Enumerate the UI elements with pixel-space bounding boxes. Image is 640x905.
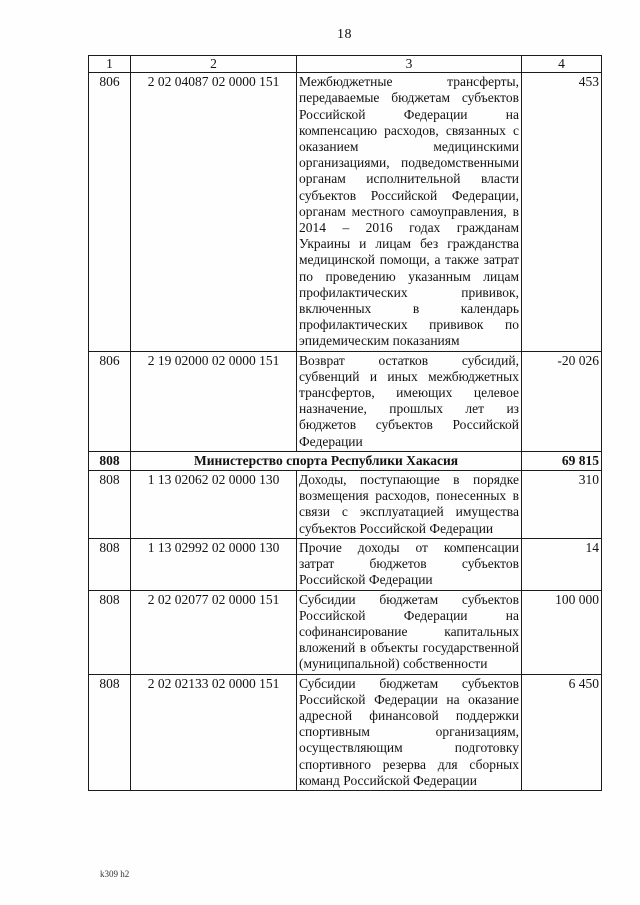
amount-cell: 14: [522, 538, 602, 590]
column-header-4: 4: [522, 56, 602, 73]
admin-code-cell: 806: [89, 351, 131, 451]
table-header-row: [89, 56, 602, 73]
budget-revenue-table: [88, 55, 602, 791]
description-cell: Прочие доходы от компенсации затрат бюджетов субъектов Российской Федерации: [297, 538, 522, 590]
description-cell: Межбюджетные трансферты, передаваемые бюджетам субъектов Российской Федерации на компенсацию расходов, связанных с оказанием медицинскими организациями, подведомственными органам исполнительной власти субъектов Российской Федерации, органам местного самоуправления, в 2014 – 2016 годах гражданам Украины и лицам без гражданства медицинской помощи, а также затрат по проведению указанным лицам профилактических прививок, включенных в календарь профилактических прививок по эпидемическим показаниям: [297, 73, 522, 351]
admin-code-cell: 808: [89, 538, 131, 590]
kbk-code-cell: 2 02 04087 02 0000 151: [131, 73, 297, 351]
admin-code-cell: 806: [89, 73, 131, 351]
amount-cell: 100 000: [522, 590, 602, 674]
page-number: 18: [337, 27, 352, 42]
admin-code-cell: 808: [89, 590, 131, 674]
amount-cell: 453: [522, 73, 602, 351]
ministry-total-row: [89, 451, 602, 470]
description-cell: Доходы, поступающие в порядке возмещения расходов, понесенных в связи с эксплуатацией имущества субъектов Российской Федерации: [297, 471, 522, 539]
description-cell: Субсидии бюджетам субъектов Российской Федерации на оказание адресной финансовой поддержки спортивным организациям, осуществляющим подготовку спортивного резерва для сборных команд Российской Федерации: [297, 674, 522, 790]
ministry-amount-cell: 69 815: [522, 451, 602, 470]
kbk-code-cell: 2 02 02077 02 0000 151: [131, 590, 297, 674]
table-row: [89, 351, 602, 451]
table-row: [89, 538, 602, 590]
ministry-code-cell: 808: [89, 451, 131, 470]
kbk-code-cell: 2 02 02133 02 0000 151: [131, 674, 297, 790]
table-row: [89, 674, 602, 790]
amount-cell: 6 450: [522, 674, 602, 790]
admin-code-cell: 808: [89, 674, 131, 790]
table-row: [89, 471, 602, 539]
kbk-code-cell: 1 13 02062 02 0000 130: [131, 471, 297, 539]
kbk-code-cell: 1 13 02992 02 0000 130: [131, 538, 297, 590]
kbk-code-cell: 2 19 02000 02 0000 151: [131, 351, 297, 451]
amount-cell: -20 026: [522, 351, 602, 451]
table-row: [89, 73, 602, 351]
table-row: [89, 590, 602, 674]
admin-code-cell: 808: [89, 471, 131, 539]
ministry-title-cell: Министерство спорта Республики Хакасия: [131, 451, 522, 470]
footer-code: k309 h2: [100, 869, 130, 879]
column-header-3: 3: [297, 56, 522, 73]
description-cell: Субсидии бюджетам субъектов Российской Федерации на софинансирование капитальных вложений в объекты государственной (муниципальной) собственности: [297, 590, 522, 674]
amount-cell: 310: [522, 471, 602, 539]
description-cell: Возврат остатков субсидий, субвенций и иных межбюджетных трансфертов, имеющих целевое назначение, прошлых лет из бюджетов субъектов Российской Федерации: [297, 351, 522, 451]
column-header-1: 1: [89, 56, 131, 73]
column-header-2: 2: [131, 56, 297, 73]
